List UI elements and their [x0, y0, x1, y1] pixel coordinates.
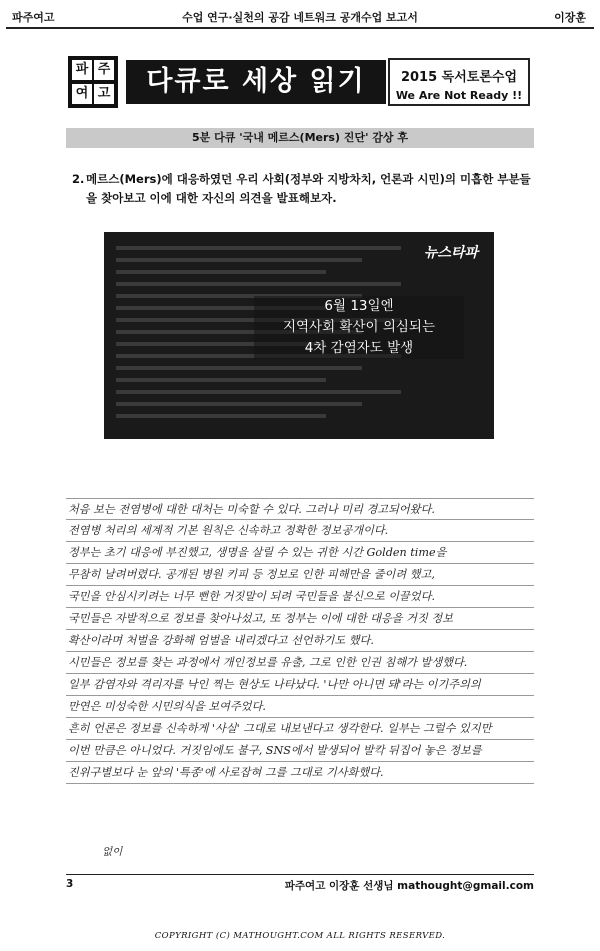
- handwritten-answer: [66, 498, 534, 864]
- section-title: 5분 다큐 '국내 메르스(Mers) 진단' 감상 후: [66, 128, 534, 148]
- page-header: [10, 4, 590, 24]
- question: [72, 170, 534, 208]
- answer-line: 만연은 미성숙한 시민의식을 보여주었다.: [66, 696, 534, 718]
- answer-line: 정부는 초기 대응에 부진했고, 생명을 살릴 수 있는 귀한 시간 Golden time을: [66, 542, 534, 564]
- answer-line: 처음 보는 전염병에 대한 대처는 미숙할 수 있다. 그러나 미리 경고되어왔다.: [66, 498, 534, 520]
- answer-line: 이번 만큼은 아니었다. 거짓임에도 불구, SNS에서 발생되어 발칵 뒤집어 놓은 정보를: [66, 740, 534, 762]
- lesson-subtitle-box: [388, 58, 530, 106]
- answer-line: 국민을 안심시키려는 너무 뻔한 거짓말이 되려 국민들을 불신으로 이끌었다.: [66, 586, 534, 608]
- answer-line: 흔히 언론은 정보를 신속하게 '사실' 그대로 내보낸다고 생각한다. 일부는 그럴수 있지만: [66, 718, 534, 740]
- answer-line: 진위구별보다 눈 앞의 '특종'에 사로잡혀 그를 그대로 기사화했다.: [66, 762, 534, 784]
- news-channel-logo: 뉴스타파: [423, 245, 478, 261]
- question-number: 2.: [72, 172, 85, 186]
- title-row: [68, 56, 530, 108]
- question-text: 메르스(Mers)에 대응하였던 우리 사회(정부와 지방차치, 언론과 시민)의 미흡한 부분들을 찾아보고 이에 대한 자신의 의견을 발표해보자.: [86, 172, 531, 205]
- video-caption-line: 6월 13일엔: [324, 298, 394, 314]
- logo-char: 고: [94, 84, 114, 104]
- answer-line: 확산이라며 처벌을 강화해 엄벌을 내리겠다고 선언하기도 했다.: [66, 630, 534, 652]
- logo-char: 파: [72, 60, 92, 80]
- answer-line: 전염병 처리의 세계적 기본 원칙은 신속하고 정확한 정보공개이다.: [66, 520, 534, 542]
- copyright-notice: COPYRIGHT (C) MATHOUGHT.COM ALL RIGHTS RESERVED.: [154, 931, 446, 941]
- handwritten-insertion: 없이: [102, 846, 123, 858]
- lesson-slogan: We Are Not Ready !!: [395, 89, 523, 102]
- video-caption-line: 지역사회 확산이 의심되는: [282, 319, 436, 335]
- answer-line: 무참히 날려버렸다. 공개된 병원 키피 등 정보로 인한 피해만을 줄이려 했고,: [66, 564, 534, 586]
- video-caption: [254, 296, 464, 359]
- header-report-title: 수업 연구·실천의 공감 네트워크 공개수업 보고서: [182, 11, 418, 24]
- header-school: 파주여고: [12, 11, 55, 24]
- footer-author: 파주여고 이장훈 선생님 mathought@gmail.com: [284, 880, 534, 892]
- lesson-subtitle: 2015 독서토론수업: [400, 70, 518, 85]
- video-caption-line: 4차 감염자도 발생: [304, 340, 414, 356]
- lesson-title: 다큐로 세상 읽기: [126, 60, 386, 104]
- header-teacher: 이장훈: [554, 11, 586, 24]
- school-logo: [68, 56, 118, 108]
- answer-line: 국민들은 자발적으로 정보를 찾아나섰고, 또 정부는 이에 대한 대응을 거짓 정보: [66, 608, 534, 630]
- footer-divider: [66, 874, 534, 875]
- news-video-still: [104, 232, 494, 439]
- logo-char: 주: [94, 60, 114, 80]
- page-number: 3: [66, 878, 74, 890]
- header-divider: [6, 27, 594, 29]
- answer-line: 시민들은 정보를 찾는 과정에서 개인정보를 유출, 그로 인한 인권 침해가 발생했다.: [66, 652, 534, 674]
- logo-char: 여: [72, 84, 92, 104]
- page-footer: [66, 874, 534, 892]
- answer-line: 일부 감염자와 격리자를 낙인 찍는 현상도 나타났다. '나만 아니면 돼'라는 이기주의의: [66, 674, 534, 696]
